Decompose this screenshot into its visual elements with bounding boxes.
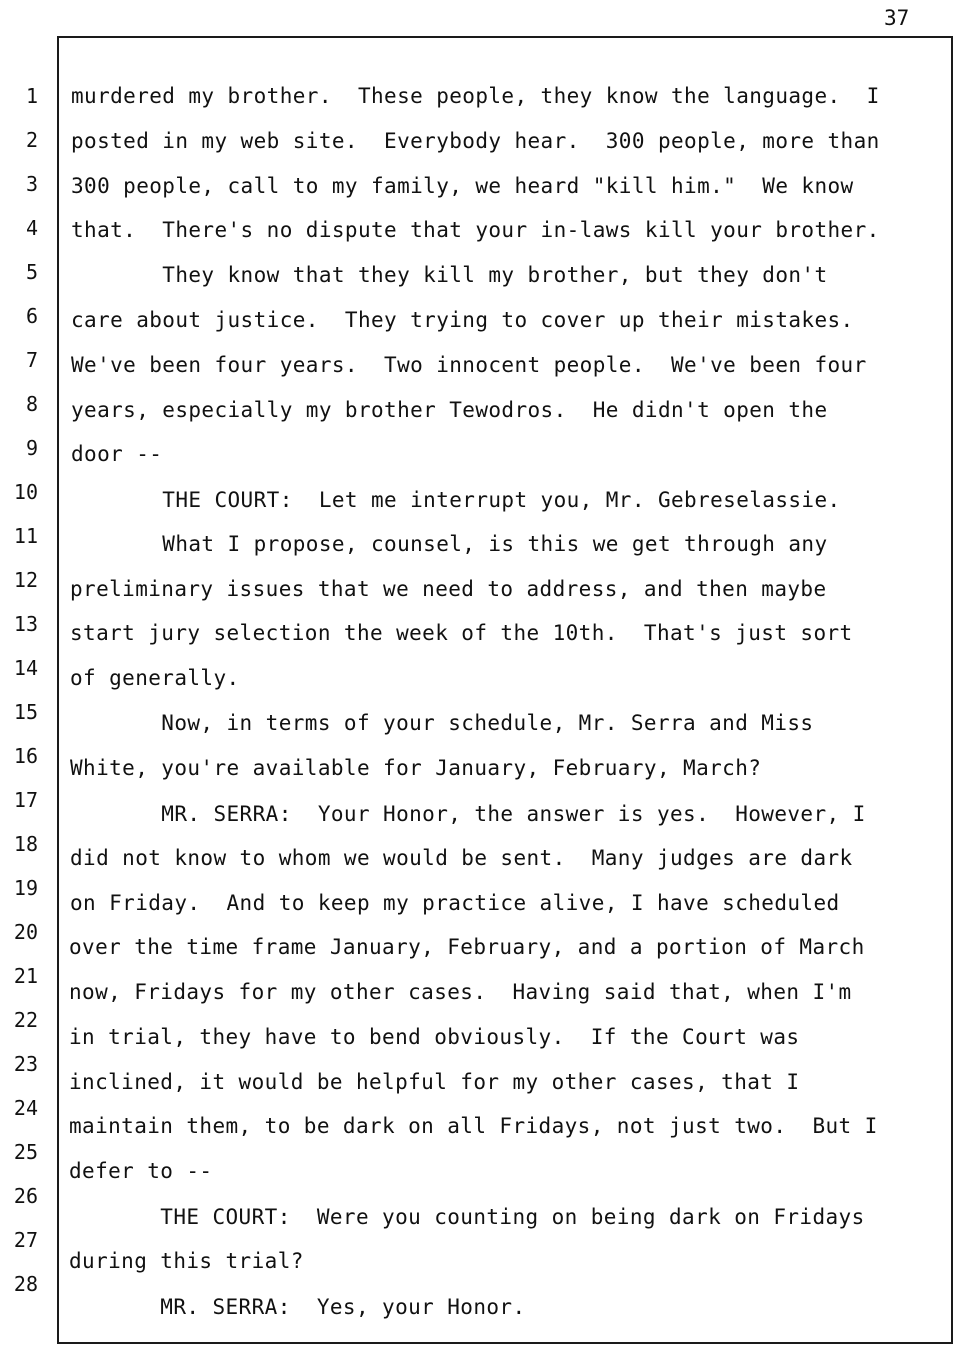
- line-number: 2: [25, 128, 38, 152]
- transcript-line: White, you're available for January, February, March?: [70, 756, 762, 780]
- transcript-line: Now, in terms of your schedule, Mr. Serra and Miss: [70, 711, 814, 735]
- line-number: 13: [13, 612, 38, 636]
- transcript-line: They know that they kill my brother, but they don't: [71, 263, 828, 287]
- line-number: 25: [13, 1140, 38, 1164]
- transcript-line: MR. SERRA: Yes, your Honor.: [69, 1295, 526, 1319]
- line-number: 27: [13, 1228, 38, 1252]
- transcript-line: defer to --: [69, 1159, 213, 1183]
- transcript-line: What I propose, counsel, is this we get through any: [71, 532, 828, 556]
- transcript-line: door --: [71, 442, 163, 466]
- transcript-line: preliminary issues that we need to address, and then maybe: [70, 577, 827, 601]
- line-number: 5: [25, 260, 38, 284]
- line-number: 4: [25, 216, 38, 240]
- transcript-line: over the time frame January, February, and a portion of March: [69, 935, 865, 959]
- line-number: 14: [13, 656, 38, 680]
- line-number: 20: [13, 920, 38, 944]
- transcript-line: THE COURT: Were you counting on being dark on Fridays: [69, 1205, 865, 1229]
- transcript-line: during this trial?: [69, 1249, 304, 1273]
- transcript-line: 300 people, call to my family, we heard "kill him." We know: [71, 174, 854, 198]
- transcript-line: years, especially my brother Tewodros. He didn't open the: [71, 398, 828, 422]
- line-number: 12: [13, 568, 38, 592]
- line-number: 10: [13, 480, 38, 504]
- transcript-line: murdered my brother. These people, they know the language. I: [71, 84, 880, 108]
- transcript-line: THE COURT: Let me interrupt you, Mr. Gebreselassie.: [71, 488, 841, 512]
- transcript-line: now, Fridays for my other cases. Having said that, when I'm: [69, 980, 852, 1004]
- transcript-line: start jury selection the week of the 10th. That's just sort: [70, 621, 853, 645]
- transcript-line: that. There's no dispute that your in-laws kill your brother.: [71, 218, 880, 242]
- line-number: 7: [25, 348, 38, 372]
- line-number: 8: [25, 392, 38, 416]
- line-number: 15: [13, 700, 38, 724]
- line-number: 18: [13, 832, 38, 856]
- line-number: 21: [13, 964, 38, 988]
- page-number: 37: [884, 6, 910, 30]
- transcript-line: MR. SERRA: Your Honor, the answer is yes. However, I: [70, 802, 866, 826]
- transcript-line: maintain them, to be dark on all Fridays, not just two. But I: [69, 1114, 878, 1138]
- transcript-line: We've been four years. Two innocent people. We've been four: [71, 353, 867, 377]
- line-number: 11: [13, 524, 38, 548]
- line-number: 19: [13, 876, 38, 900]
- line-number: 23: [13, 1052, 38, 1076]
- line-number: 22: [13, 1008, 38, 1032]
- transcript-line: did not know to whom we would be sent. Many judges are dark: [70, 846, 853, 870]
- transcript-line: on Friday. And to keep my practice alive, I have scheduled: [70, 891, 840, 915]
- line-number: 1: [25, 84, 38, 108]
- line-number: 24: [13, 1096, 38, 1120]
- transcript-line: of generally.: [70, 666, 240, 690]
- transcript-line: inclined, it would be helpful for my other cases, that I: [69, 1070, 800, 1094]
- line-number: 17: [13, 788, 38, 812]
- transcript-line: posted in my web site. Everybody hear. 300 people, more than: [71, 129, 880, 153]
- line-number: 3: [25, 172, 38, 196]
- line-number: 26: [13, 1184, 38, 1208]
- line-number: 28: [13, 1272, 38, 1296]
- transcript-line: in trial, they have to bend obviously. If the Court was: [69, 1025, 800, 1049]
- transcript-line: care about justice. They trying to cover up their mistakes.: [71, 308, 854, 332]
- line-number: 9: [25, 436, 38, 460]
- line-number: 16: [13, 744, 38, 768]
- line-number: 6: [25, 304, 38, 328]
